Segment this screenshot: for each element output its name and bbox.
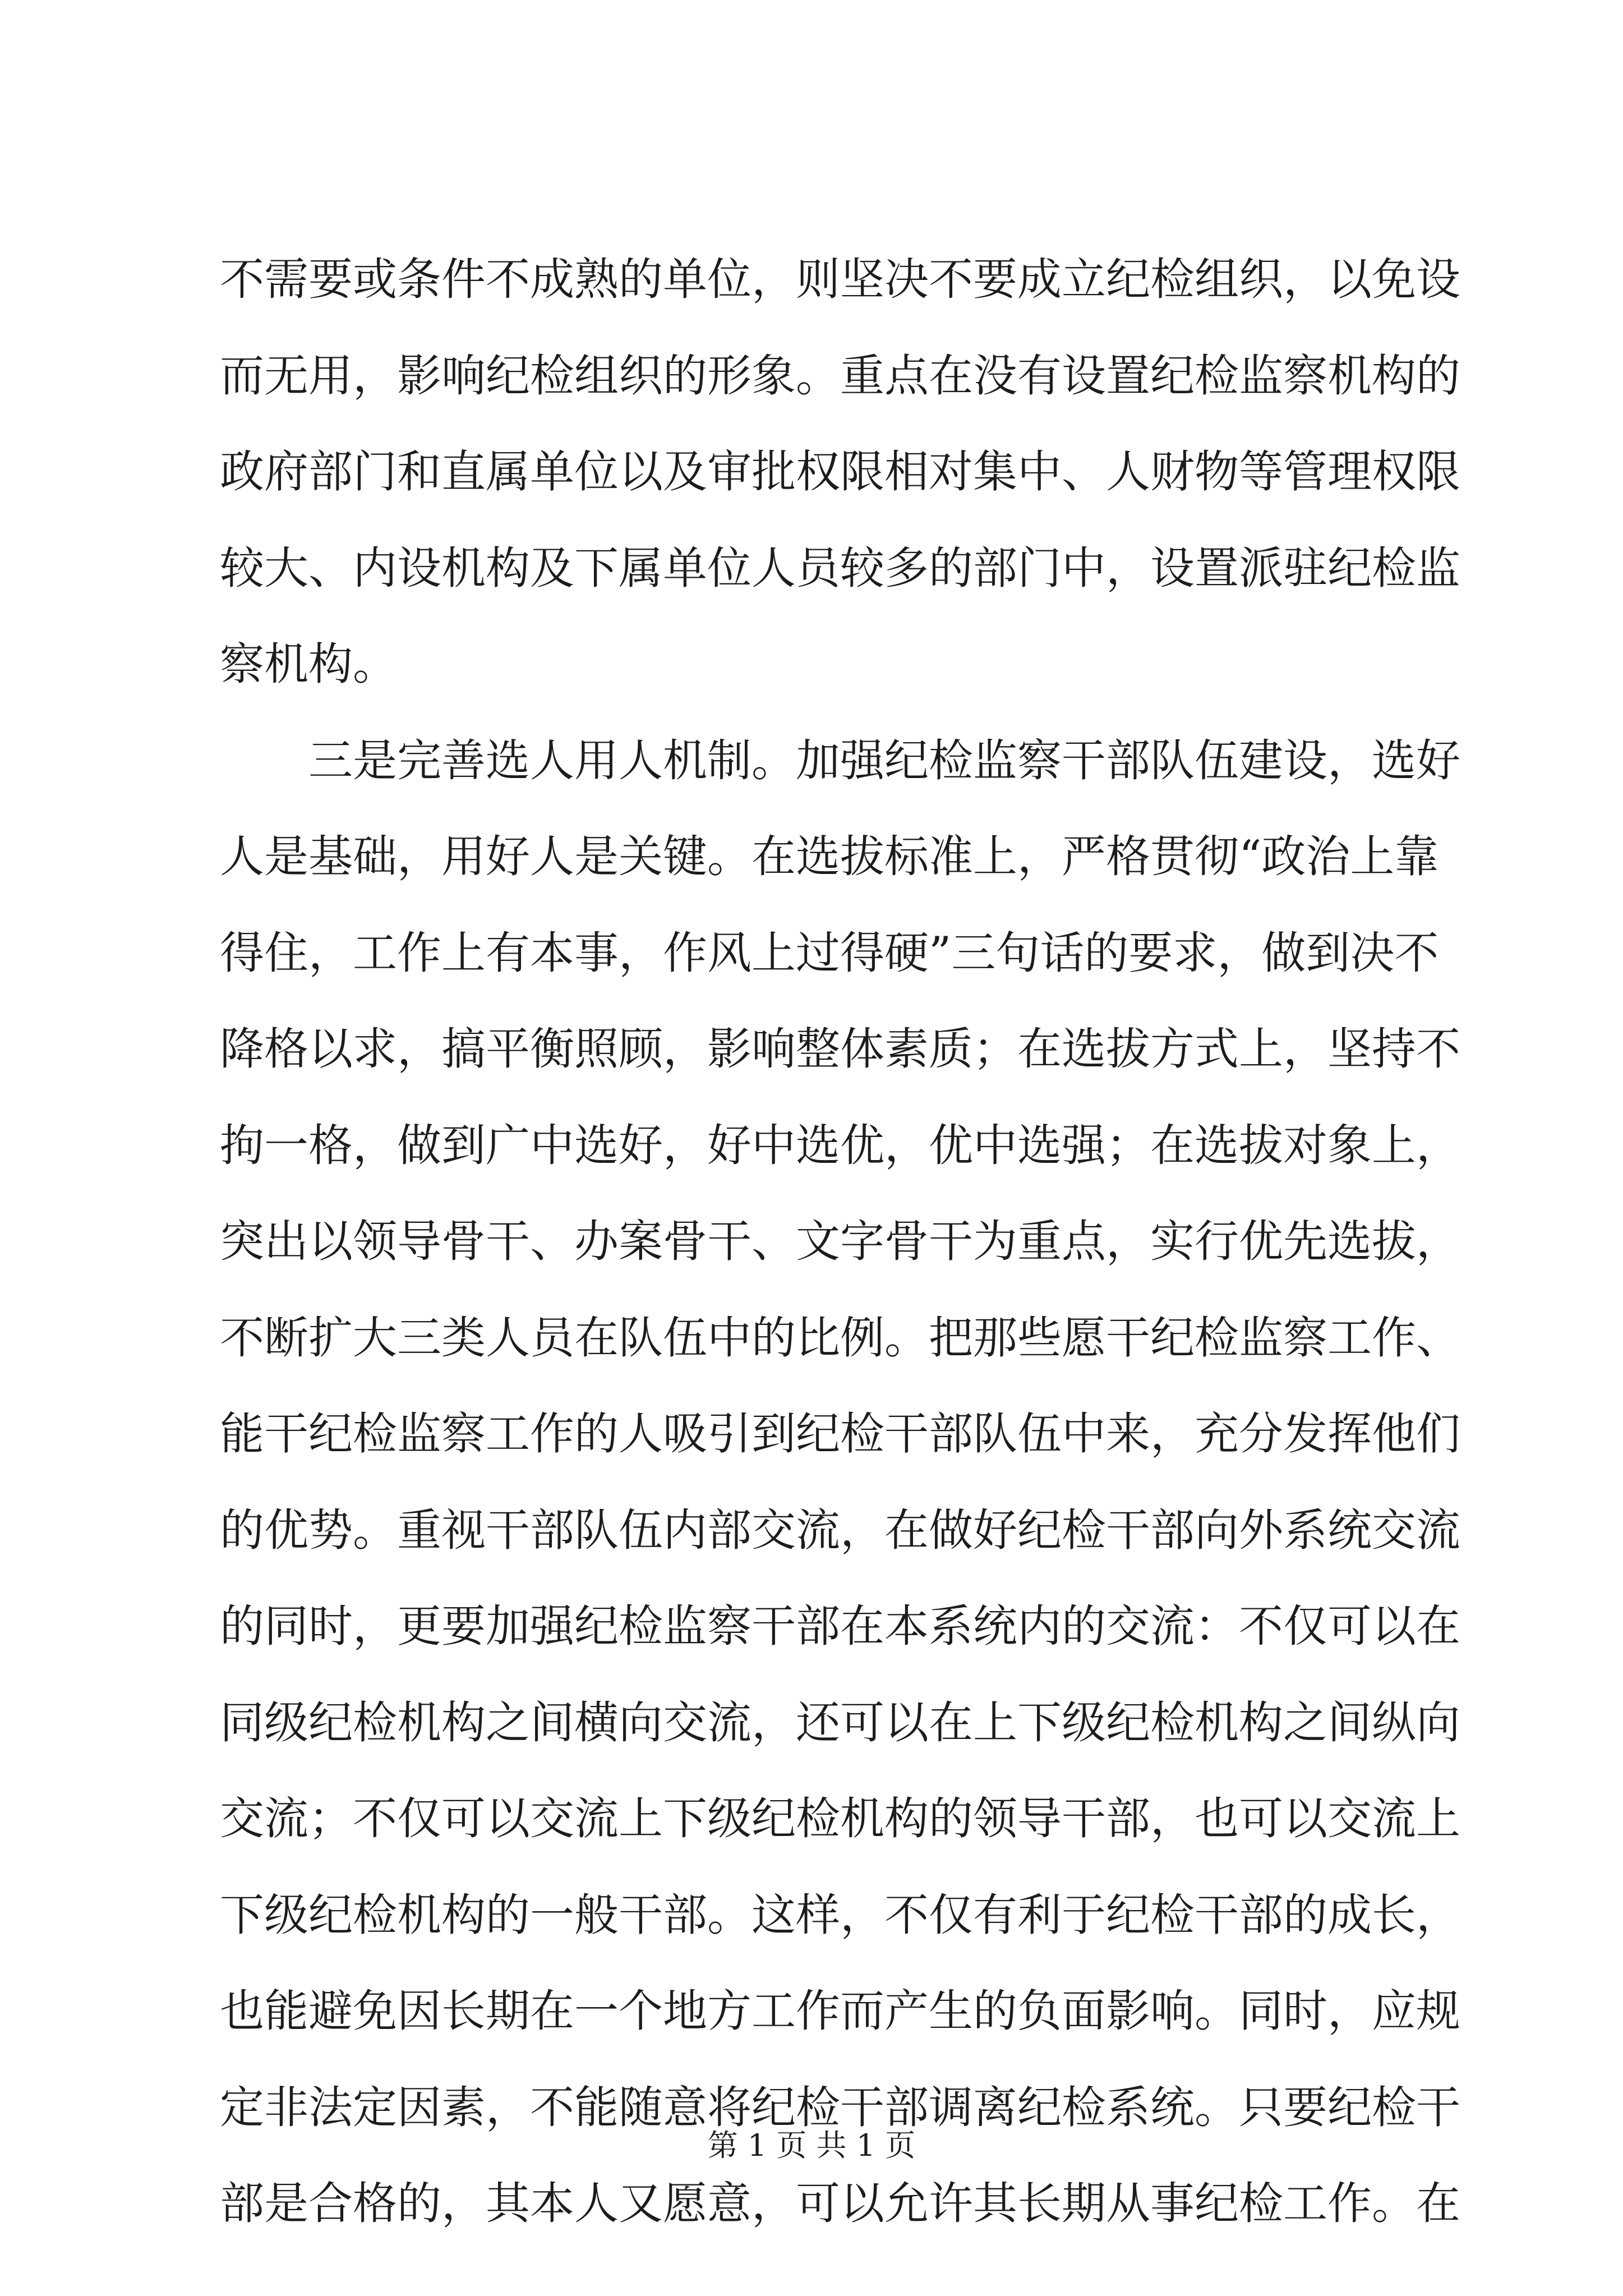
text-line: 的同时，更要加强纪检监察干部在本系统内的交流：不仅可以在	[220, 1600, 1460, 1652]
text-line: 能干纪检监察工作的人吸引到纪检干部队伍中来，充分发挥他们	[220, 1408, 1460, 1460]
text-line: 的优势。重视干部队伍内部交流，在做好纪检干部向外系统交流	[220, 1504, 1460, 1556]
text-line: 人是基础，用好人是关键。在选拔标准上，严格贯彻“政治上靠	[220, 831, 1439, 882]
text-line: 拘一格，做到广中选好，好中选优，优中选强；在选拔对象上，	[220, 1119, 1460, 1171]
page-footer: 第 1 页 共 1 页	[707, 2128, 916, 2163]
text-line: 降格以求，搞平衡照顾，影响整体素质；在选拔方式上，坚持不	[220, 1023, 1460, 1075]
text-line: 同级纪检机构之间横向交流，还可以在上下级纪检机构之间纵向	[220, 1696, 1460, 1749]
text-line: 三是完善选人用人机制。加强纪检监察干部队伍建设，选好	[220, 734, 1460, 786]
text-line: 突出以领导骨干、办案骨干、文字骨干为重点，实行优先选拔，	[220, 1216, 1460, 1267]
text-line: 定非法定因素，不能随意将纪检干部调离纪检系统。只要纪检干	[220, 2081, 1460, 2133]
text-line: 较大、内设机构及下属单位人员较多的部门中，设置派驻纪检监	[220, 542, 1460, 594]
text-line: 政府部门和直属单位以及审批权限相对集中、人财物等管理权限	[220, 446, 1460, 498]
text-line: 部是合格的，其本人又愿意，可以允许其长期从事纪检工作。在	[220, 2178, 1460, 2229]
text-line: 下级纪检机构的一般干部。这样，不仅有利于纪检干部的成长，	[220, 1889, 1460, 1941]
text-line: 得住，工作上有本事，作风上过得硬”三句话的要求，做到决不	[220, 927, 1439, 979]
text-line: 察机构。	[220, 638, 397, 690]
text-line: 不断扩大三类人员在队伍中的比例。把那些愿干纪检监察工作、	[220, 1312, 1460, 1364]
text-line: 而无用，影响纪检组织的形象。重点在没有设置纪检监察机构的	[220, 349, 1460, 402]
text-line: 不需要或条件不成熟的单位，则坚决不要成立纪检组织，以免设	[220, 254, 1460, 305]
text-line: 交流；不仅可以交流上下级纪检机构的领导干部，也可以交流上	[220, 1793, 1460, 1844]
text-line: 也能避免因长期在一个地方工作而产生的负面影响。同时，应规	[220, 1985, 1460, 2037]
